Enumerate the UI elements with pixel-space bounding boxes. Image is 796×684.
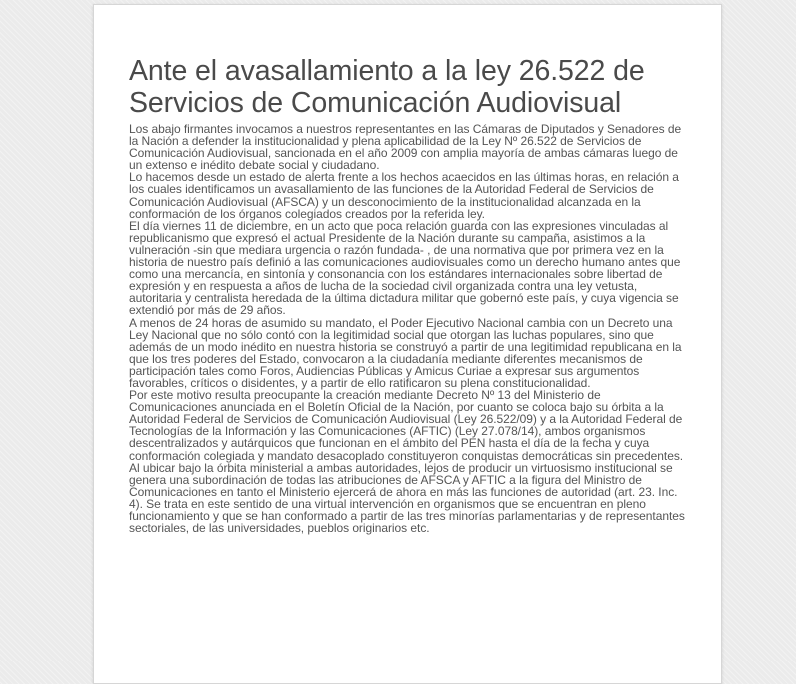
article-card (93, 4, 722, 684)
article-paragraph: Al ubicar bajo la órbita ministerial a ambas autoridades, lejos de producir un virtuosismo institucional se genera una subordinación de todas las atribuciones de AFSCA y AFTIC a la figura del Ministro de Comunicaciones en tanto el Ministerio ejercerá de ahora en más las funciones de autoridad (art. 23. Inc. 4). Se trata en este sentido de una virtual intervención en organismos que se encuentran en pleno funcionamiento y que se han conformado a partir de las tres minorías parlamentarias y de representantes sectoriales, de las universidades, pueblos originarios etc. (129, 460, 685, 536)
article-content (129, 55, 689, 534)
article-paragraph: El día viernes 11 de diciembre, en un acto que poca relación guarda con las expresiones vinculadas al republicanismo que expresó el actual Presidente de la Nación durante su campaña, asistimos a la vulneración -sin que mediara urgencia o razón fundada- , de una normativa que por primera vez en la historia de nuestro país definió a las comunicaciones audiovisuales como un derecho humano antes que como una mercancía, en sintonía y consonancia con los estándares internacionales sobre libertad de expresión y en respuesta a años de lucha de la sociedad civil organizada contra una ley vetusta, autoritaria y centralista heredada de la última dictadura militar que gobernó este país, y cuya vigencia se extendió por más de 29 años. (129, 218, 681, 318)
article-title: Ante el avasallamiento a la ley 26.522 de Servicios de Comunicación Audiovisual (129, 55, 645, 119)
article-paragraph: A menos de 24 horas de asumido su mandato, el Poder Ejecutivo Nacional cambia con un Decreto una Ley Nacional que no sólo contó con la legitimidad social que otorgan las luchas populares, sino que además de un modo inédito en nuestra historia se construyó a partir de una legitimidad republicana en la que los tres poderes del Estado, convocaron a la ciudadanía mediante diferentes mecanismos de participación tales como Foros, Audiencias Públicas y Amicus Curiae a expresar sus argumentos favorables, críticos o disidentes, y a partir de ello ratificaron su plena constitucionalidad. (129, 315, 682, 390)
article-paragraph: Por este motivo resulta preocupante la creación mediante Decreto Nº 13 del Ministerio de Comunicaciones anunciada en el Boletín Oficial de la Nación, por cuanto se coloca bajo su órbita a la Autoridad Federal de Servicios de Comunicación Audiovisual (Ley 26.522/09) y a la Autoridad Federal de Tecnologías de la Información y las Comunicaciones (AFTIC) (Ley 27.078/14), ambos organismos descentralizados y autárquicos que funcionan en el ámbito del PEN hasta el día de la fecha y cuya conformación colegiada y mandato desacoplado constituyeron conquistas democráticas sin precedentes. (129, 388, 684, 463)
article-paragraph: Lo hacemos desde un estado de alerta frente a los hechos acaecidos en las últimas horas, en relación a los cuales identificamos un avasallamiento de las funciones de la Autoridad Federal de Servicios de Comunicación Audiovisual (AFSCA) y un desconocimiento de la institucionalidad alcanzada en la conformación de los órganos colegiados creados por la referida ley. (129, 170, 679, 221)
article-body (129, 123, 689, 534)
article-paragraph: Los abajo firmantes invocamos a nuestros representantes en las Cámaras de Diputados y Senadores de la Nación a defender la institucionalidad y plena aplicabilidad de la Ley Nº 26.522 de Servicios de Comunicación Audiovisual, sancionada en el año 2009 con amplia mayoría de ambas cámaras luego de un extenso e inédito debate social y ciudadano. (129, 122, 682, 173)
